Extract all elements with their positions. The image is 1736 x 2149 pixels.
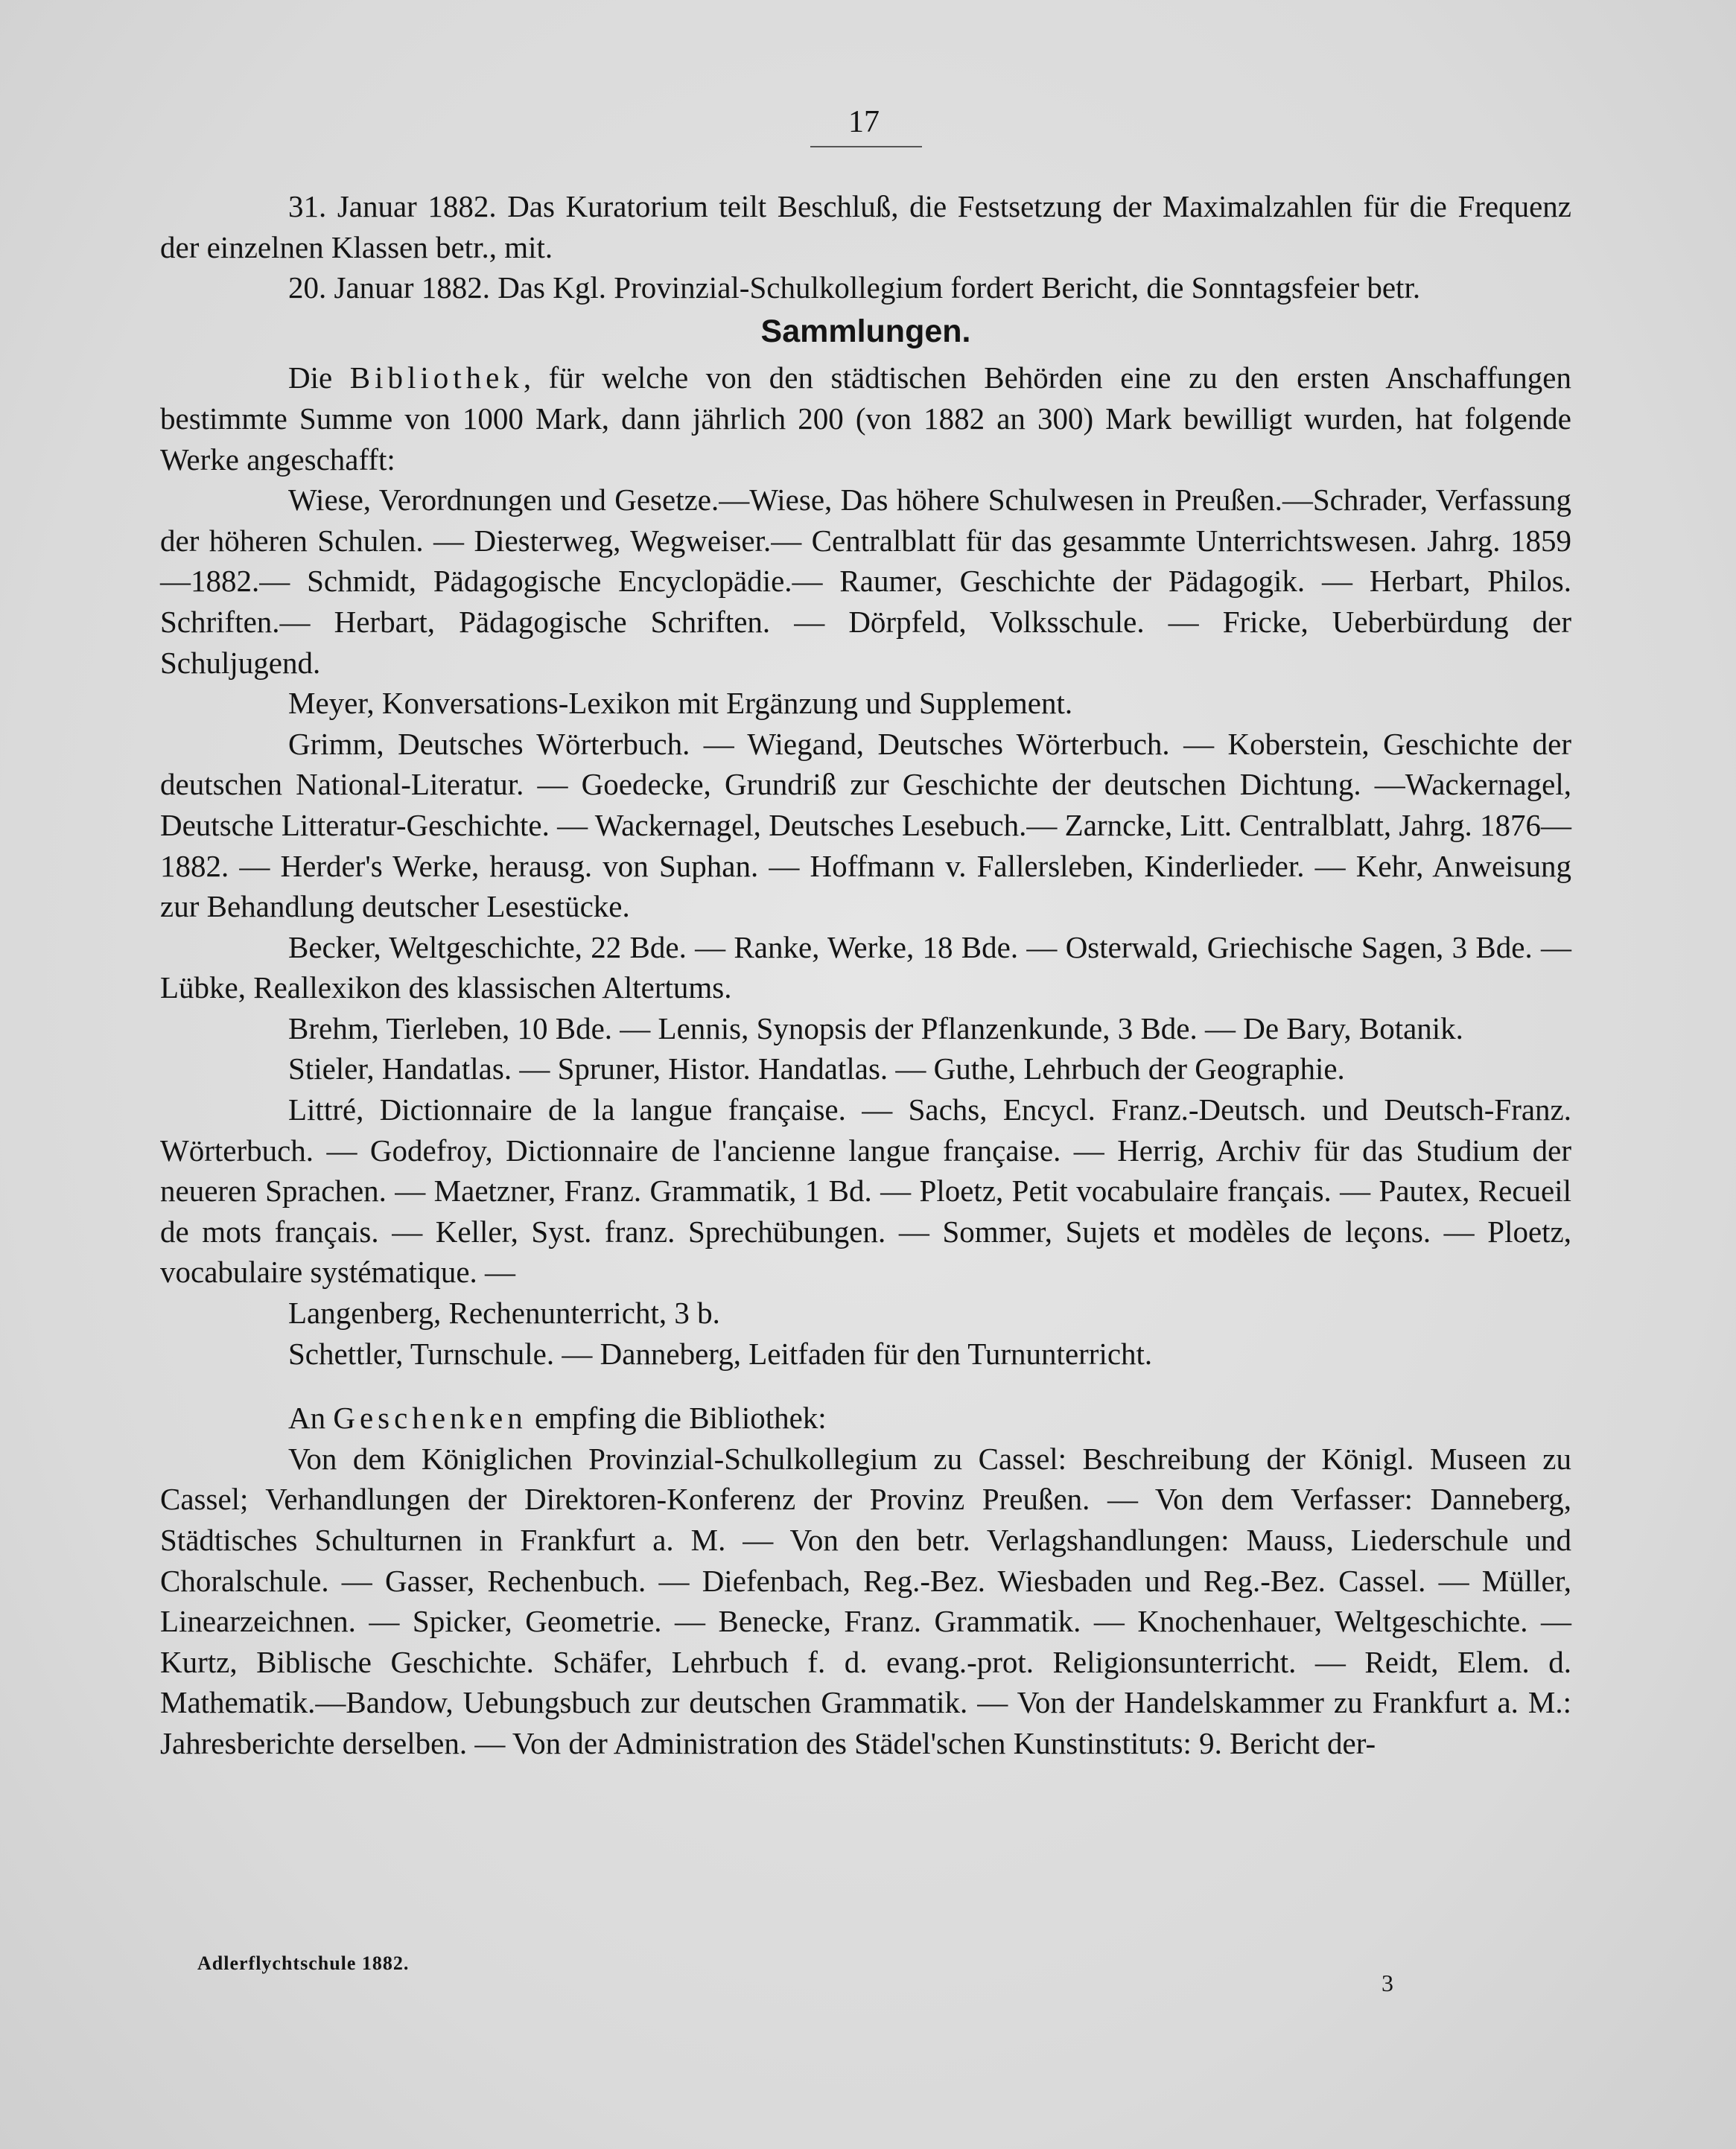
acquisition-paragraph-gymnastics: Schettler, Turnschule. — Danneberg, Leitfaden für den Turnunterricht. (288, 1336, 1153, 1371)
section-heading: Sammlungen. (760, 313, 971, 349)
library-intro-paragraph (160, 357, 1571, 480)
acquisition-paragraph-nature: Brehm, Tierleben, 10 Bde. — Lennis, Synopsis der Pflanzenkunde, 3 Bde. — De Bary, Botanik. (288, 1010, 1463, 1045)
footer-signature: Adlerflychtschule 1882. (197, 1952, 410, 1974)
library-intro-after: , für welche von den städtischen Behörden eine zu den ersten Anschaffungen bestimmte Summe von 1000 Mark, dann jährlich 200 (von 1882 an 300) Mark bewilligt wurden, hat folgende Werke angeschafft: (160, 360, 1571, 477)
library-intro-before: Die (288, 360, 350, 395)
intro-paragraph-1: 31. Januar 1882. Das Kuratorium teilt Beschluß, die Festsetzung der Maximalzahlen für die Frequenz der einzelnen Klassen betr., mit. (160, 189, 1571, 264)
acquisition-paragraph-geography: Stieler, Handatlas. — Spruner, Histor. Handatlas. — Guthe, Lehrbuch der Geographie. (288, 1051, 1345, 1086)
page-number: 17 (848, 105, 880, 139)
acquisition-paragraph-arithmetic: Langenberg, Rechenunterricht, 3 b. (288, 1296, 720, 1331)
footer-sheet-number: 3 (1382, 1970, 1393, 1996)
acquisition-paragraph-german: Grimm, Deutsches Wörterbuch. — Wiegand, Deutsches Wörterbuch. — Koberstein, Geschichte der deutschen National-Literatur. — Goedecke, Grundriß zur Geschichte der deutschen Dichtung. —Wackernagel, Deutsche Litteratur-Geschichte. — Wackernagel, Deutsches Lesebuch.— Zarncke, Litt. Centralblatt, Jahrg. 1876—1882. — Herder's Werke, herausg. von Suphan. — Hoffmann v. Fallersleben, Kinderlieder. — Kehr, Anweisung zur Behandlung deutscher Lesestücke. (160, 726, 1571, 924)
acquisition-paragraph-pedagogy: Wiese, Verordnungen und Gesetze.—Wiese, Das höhere Schulwesen in Preußen.—Schrader, Verfassung der höheren Schulen. — Diesterweg, Wegweiser.— Centralblatt für das gesammte Unterrichtswesen. Jahrg. 1859—1882.— Schmidt, Pädagogische Encyclopädie.— Raumer, Geschichte der Pädagogik. — Herbart, Philos. Schriften.— Herbart, Pädagogische Schriften. — Dörpfeld, Volksschule. — Fricke, Ueberbürdung der Schuljugend. (160, 483, 1571, 680)
gifts-paragraph: Von dem Königlichen Provinzial-Schulkollegium zu Cassel: Beschreibung der Königl. Museen zu Cassel; Verhandlungen der Direktoren-Konferenz der Provinz Preußen. — Von dem Verfasser: Danneberg, Städtisches Schulturnen in Frankfurt a. M. — Von den betr. Verlagshandlungen: Mauss, Liederschule und Choralschule. — Gasser, Rechenbuch. — Diefenbach, Reg.-Bez. Wiesbaden und Reg.-Bez. Cassel. — Müller, Linearzeichnen. — Spicker, Geometrie. — Benecke, Franz. Grammatik. — Knochenhauer, Weltgeschichte. — Kurtz, Biblische Geschichte. Schäfer, Lehrbuch f. d. evang.-prot. Religionsunterricht. — Reidt, Elem. d. Mathematik.—Bandow, Uebungsbuch zur deutschen Grammatik. — Von der Handelskammer zu Frankfurt a. M.: Jahresberichte derselben. — Von der Administration des Städel'schen Kunstinstituts: 9. Bericht der- (160, 1441, 1571, 1760)
acquisition-paragraph-lexicon: Meyer, Konversations-Lexikon mit Ergänzung und Supplement. (288, 686, 1073, 721)
page-body (160, 186, 1571, 1764)
acquisition-paragraph-history: Becker, Weltgeschichte, 22 Bde. — Ranke, Werke, 18 Bde. — Osterwald, Griechische Sagen, 3 Bde. — Lübke, Reallexikon des klassischen Altertums. (160, 929, 1571, 1005)
library-intro-spaced-word: Bibliothek (349, 360, 524, 395)
intro-paragraph-2: 20. Januar 1882. Das Kgl. Provinzial-Schulkollegium fordert Bericht, die Sonntagsfeier betr. (288, 270, 1421, 305)
gifts-intro-after: empfing die Bibliothek: (527, 1401, 827, 1436)
acquisition-paragraph-french: Littré, Dictionnaire de la langue française. — Sachs, Encycl. Franz.-Deutsch. und Deutsch-Franz. Wörterbuch. — Godefroy, Dictionnaire de l'ancienne langue française. — Herrig, Archiv für das Studium der neueren Sprachen. — Maetzner, Franz. Grammatik, 1 Bd. — Ploetz, Petit vocabulaire français. — Pautex, Recueil de mots français. — Keller, Syst. franz. Sprechübungen. — Sommer, Sujets et modèles de leçons. — Ploetz, vocabulaire systématique. — (160, 1092, 1571, 1290)
gifts-intro-paragraph (160, 1398, 1571, 1439)
page-number-rule (810, 146, 922, 147)
gifts-intro-before: An (288, 1401, 334, 1436)
gifts-intro-spaced-word: Geschenken (333, 1401, 527, 1436)
